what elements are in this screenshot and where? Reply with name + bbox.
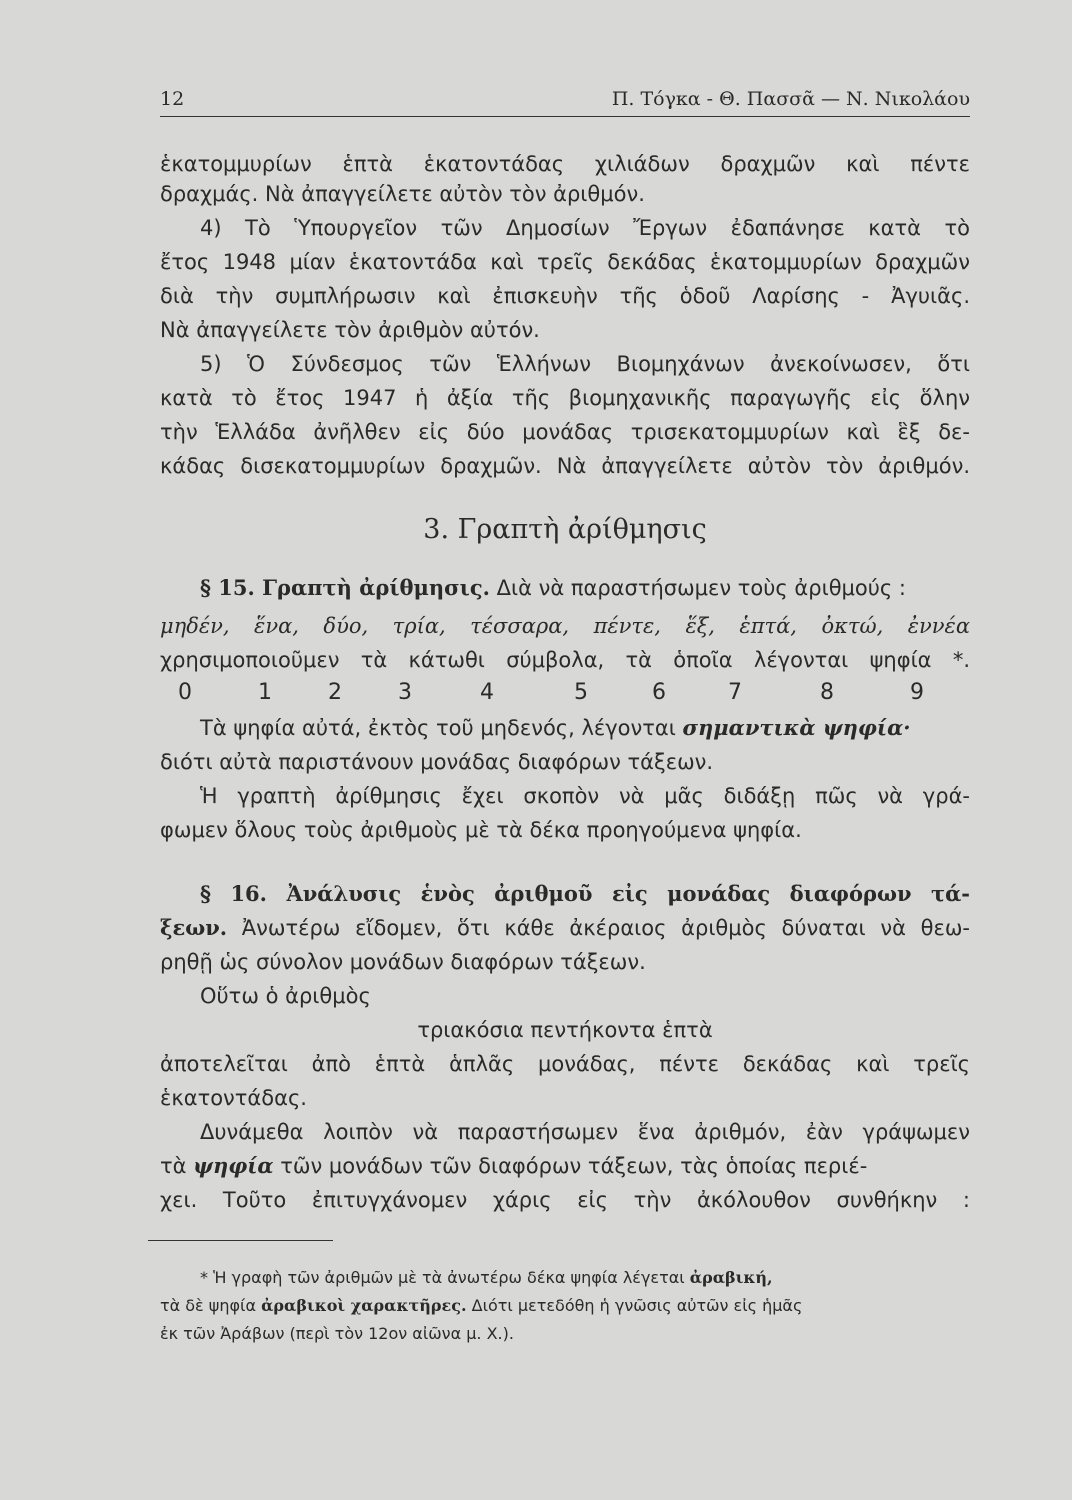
text-line: ἑκατομμυρίων ἑπτὰ ἑκατοντάδας χιλιάδων δραχμῶν καὶ πέντε xyxy=(160,152,970,176)
running-header xyxy=(160,84,970,117)
text-span: Τὰ ψηφία αὐτά, ἐκτὸς τοῦ μηδενός, λέγονται xyxy=(200,716,683,740)
digit: 6 xyxy=(652,680,666,705)
text-line: χει. Τοῦτο ἐπιτυγχάνομεν χάρις εἰς τὴν ἀκόλουθον συνθήκην : xyxy=(160,1188,970,1212)
text-span: Διότι μετεδόθη ἡ γνῶσις αὐτῶν εἰς ἡμᾶς xyxy=(466,1296,803,1315)
text-span: τὰ xyxy=(160,1154,194,1178)
footnote-divider xyxy=(148,1240,333,1241)
text-line: δραχμάς. Νὰ ἀπαγγείλετε αὐτὸν τὸν ἀριθμόν. xyxy=(160,182,645,206)
footnote-line xyxy=(160,1266,970,1290)
emphasis: ἀραβική, xyxy=(689,1268,773,1287)
text-line: κατὰ τὸ ἔτος 1947 ἡ ἀξία τῆς βιομηχανικῆς παραγωγῆς εἰς ὅλην xyxy=(160,386,970,410)
digit: 5 xyxy=(574,680,588,705)
text-line: διότι αὐτὰ παριστάνουν μονάδας διαφόρων τάξεων. xyxy=(160,750,714,774)
text-line: κάδας δισεκατομμυρίων δραχμῶν. Νὰ ἀπαγγείλετε αὐτὸν τὸν ἀριθμόν. xyxy=(160,454,970,478)
digit-row xyxy=(160,680,970,708)
emphasis: ξεων. xyxy=(160,915,228,940)
digit: 2 xyxy=(328,680,342,705)
text-span: Ἀνωτέρω εἴδομεν, ὅτι κάθε ἀκέραιος ἀριθμὸς δύναται νὰ θεω- xyxy=(227,916,970,940)
emphasis: ψηφία xyxy=(193,1153,274,1178)
text-span: τὰ δὲ ψηφία xyxy=(160,1296,262,1315)
text-line: διὰ τὴν συμπλήρωσιν καὶ ἐπισκευὴν τῆς ὁδοῦ Λαρίσης - Ἀγυιᾶς. xyxy=(160,284,970,308)
text-line: Δυνάμεθα λοιπὸν νὰ παραστήσωμεν ἕνα ἀριθμόν, ἐὰν γράψωμεν xyxy=(200,1120,970,1144)
authors: Π. Τόγκα - Θ. Πασσᾶ — Ν. Νικολάου xyxy=(611,88,970,110)
text-line: φωμεν ὅλους τοὺς ἀριθμοὺς μὲ τὰ δέκα προηγούμενα ψηφία. xyxy=(160,818,802,842)
text-line xyxy=(160,714,970,742)
example-number: τριακόσια πεντήκοντα ἑπτὰ xyxy=(417,1018,713,1042)
paragraph-15-label: § 15. Γραπτὴ ἀρίθμησις. xyxy=(200,575,490,600)
digit: 1 xyxy=(258,680,272,705)
text-line: τὴν Ἑλλάδα ἀνῆλθεν εἰς δύο μονάδας τρισεκατομμυρίων καὶ ἓξ δε- xyxy=(160,420,970,444)
text-line xyxy=(160,1152,970,1180)
text-line: Ἡ γραπτὴ ἀρίθμησις ἔχει σκοπὸν νὰ μᾶς διδάξῃ πῶς νὰ γρά- xyxy=(200,784,970,808)
paragraph-15-line xyxy=(160,574,970,602)
emphasis: ἀραβικοὶ χαρακτῆρες. xyxy=(261,1296,467,1315)
text-line: 4) Τὸ Ὑπουργεῖον τῶν Δημοσίων Ἔργων ἐδαπάνησε κατὰ τὸ xyxy=(200,216,970,240)
digit: 8 xyxy=(820,680,834,705)
digit: 4 xyxy=(480,680,494,705)
section-heading: 3. Γραπτὴ ἀρίθμησις xyxy=(423,514,707,545)
digit: 0 xyxy=(178,680,192,705)
text-line: Οὕτω ὁ ἀριθμὸς xyxy=(200,984,371,1008)
digit: 3 xyxy=(398,680,412,705)
footnote-line: ἐκ τῶν Ἀράβων (περὶ τὸν 12ον αἰῶνα μ. Χ.). xyxy=(160,1324,514,1343)
text-line: ἔτος 1948 μίαν ἑκατοντάδα καὶ τρεῖς δεκάδας ἑκατομμυρίων δραχμῶν xyxy=(160,250,970,274)
emphasis: σημαντικὰ ψηφία· xyxy=(682,715,911,740)
text-line: Νὰ ἀπαγγείλετε τὸν ἀριθμὸν αὐτόν. xyxy=(160,318,540,342)
footnote-line xyxy=(160,1294,970,1318)
text-line: ἑκατοντάδας. xyxy=(160,1086,307,1110)
text-line: ρηθῇ ὡς σύνολον μονάδων διαφόρων τάξεων. xyxy=(160,950,646,974)
paragraph-16-title: § 16. Ἀνάλυσις ἑνὸς ἀριθμοῦ εἰς μονάδας διαφόρων τά- xyxy=(200,881,970,906)
text-span: τῶν μονάδων τῶν διαφόρων τάξεων, τὰς ὁποίας περιέ- xyxy=(273,1154,868,1178)
number-words-line: μηδέν, ἕνα, δύο, τρία, τέσσαρα, πέντε, ἕξ, ἑπτά, ὀκτώ, ἐννέα xyxy=(160,614,970,638)
text-line: ἀποτελεῖται ἀπὸ ἑπτὰ ἁπλᾶς μονάδας, πέντε δεκάδας καὶ τρεῖς xyxy=(160,1052,970,1076)
text-span: Διὰ νὰ παραστήσωμεν τοὺς ἀριθμούς : xyxy=(489,576,906,600)
page-number: 12 xyxy=(160,88,185,110)
text-line xyxy=(160,914,970,942)
text-span: * Ἡ γραφὴ τῶν ἀριθμῶν μὲ τὰ ἀνωτέρω δέκα ψηφία λέγεται xyxy=(200,1268,690,1287)
text-line: χρησιμοποιοῦμεν τὰ κάτωθι σύμβολα, τὰ ὁποῖα λέγονται ψηφία *. xyxy=(160,648,970,672)
text-line: 5) Ὁ Σύνδεσμος τῶν Ἑλλήνων Βιομηχάνων ἀνεκοίνωσεν, ὅτι xyxy=(200,352,970,376)
digit: 7 xyxy=(728,680,742,705)
digit: 9 xyxy=(910,680,924,705)
